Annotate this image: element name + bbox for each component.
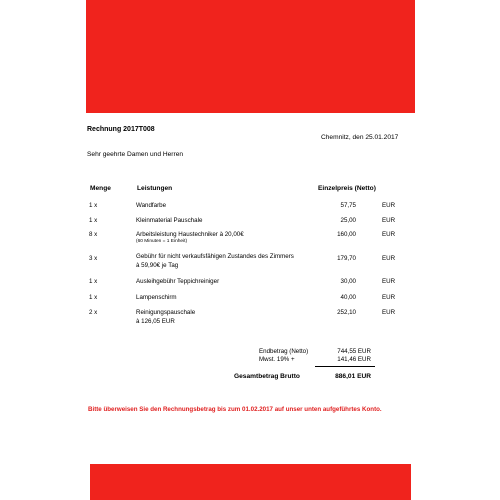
gross-total-value: 886,01 EUR — [335, 373, 371, 380]
header-service: Leistungen — [137, 185, 173, 192]
vat-label: Mwst. 19% + — [259, 356, 295, 363]
row-5-qty: 1 x — [89, 278, 98, 285]
row-6-price: 40,00 — [340, 294, 356, 301]
row-1-currency: EUR — [382, 202, 396, 209]
footer-banner — [90, 464, 411, 500]
header-unit-price: Einzelpreis (Netto) — [318, 185, 376, 192]
row-5-price: 30,00 — [340, 278, 356, 285]
row-1-price: 57,75 — [340, 202, 356, 209]
gross-total-label: Gesamtbetrag Brutto — [234, 373, 300, 380]
row-7-currency: EUR — [382, 309, 396, 316]
row-2-service: Kleinmaterial Pauschale — [136, 217, 203, 224]
row-7-qty: 2 x — [89, 309, 98, 316]
invoice-title: Rechnung 2017T008 — [87, 126, 155, 133]
net-total-label: Endbetrag (Netto) — [259, 348, 309, 355]
row-1-qty: 1 x — [89, 202, 98, 209]
row-2-qty: 1 x — [89, 217, 98, 224]
row-2-price: 25,00 — [340, 217, 356, 224]
row-3-note: (60 Minuten = 1 Einheit) — [136, 239, 188, 244]
row-5-currency: EUR — [382, 278, 396, 285]
row-4-qty: 3 x — [89, 255, 98, 262]
row-5-service: Ausleihgebühr Teppichreiniger — [136, 278, 220, 285]
row-6-currency: EUR — [382, 294, 396, 301]
header-qty: Menge — [90, 185, 111, 192]
sum-divider — [315, 366, 375, 367]
net-total-value: 744,55 EUR — [337, 348, 371, 355]
row-4-service: Gebühr für nicht verkaufsfähigen Zustandes des Zimmers — [136, 253, 294, 260]
row-4-price: 179,70 — [337, 255, 356, 262]
row-1-service: Wandfarbe — [136, 202, 167, 209]
greeting: Sehr geehrte Damen und Herren — [87, 151, 184, 158]
row-4-currency: EUR — [382, 255, 396, 262]
row-3-currency: EUR — [382, 231, 396, 238]
row-2-currency: EUR — [382, 217, 396, 224]
row-3-price: 160,00 — [337, 231, 356, 238]
row-4-service-detail: à 59,90€ je Tag — [136, 262, 179, 269]
header-banner — [86, 0, 415, 113]
vat-value: 141,46 EUR — [337, 356, 371, 363]
row-3-qty: 8 x — [89, 231, 98, 238]
invoice-date: Chemnitz, den 25.01.2017 — [321, 134, 399, 141]
row-6-service: Lampenschirm — [136, 294, 177, 301]
row-7-service-detail: à 126,05 EUR — [136, 318, 175, 325]
row-6-qty: 1 x — [89, 294, 98, 301]
row-7-price: 252,10 — [337, 309, 356, 316]
row-3-service: Arbeitsleistung Haustechniker à 20,00€ — [136, 231, 244, 238]
payment-note: Bitte überweisen Sie den Rechnungsbetrag bis zum 01.02.2017 auf unser unten aufgeführtes Konto. — [88, 406, 382, 413]
row-7-service: Reinigungspauschale — [136, 309, 196, 316]
